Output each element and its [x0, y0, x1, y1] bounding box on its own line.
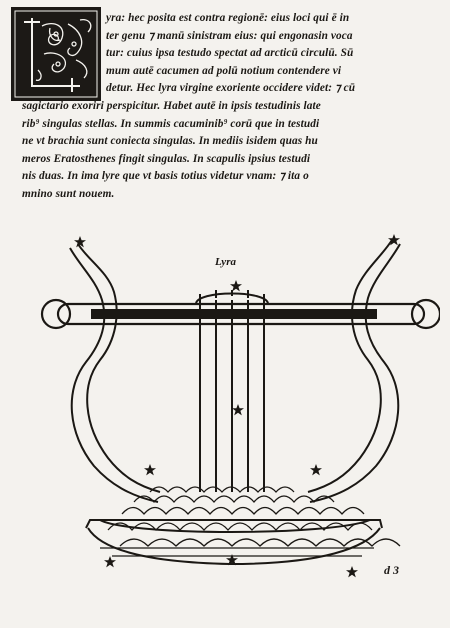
body-text: [22, 10, 442, 204]
figure-label: Lyra: [215, 256, 236, 268]
text-line: rib⁹ singulas stellas. In summis cacuminib⁹ corū que in testudi: [22, 117, 320, 130]
text-line: nis duas. In ima lyre que vt basis totius videtur vnam: ⁊ ita o: [22, 170, 309, 183]
text-line: ne vt brachia sunt coniecta singulas. In mediis isidem quas hu: [22, 135, 318, 148]
text-line: sagictario exoriri perspicitur. Habet autē in ipsis testudinis late: [22, 99, 321, 112]
lyre-illustration: [30, 230, 440, 610]
text-line: tur: cuius ipsa testudo spectat ad arcticū circulū. Sū: [106, 47, 354, 60]
text-line: mnino sunt nouem.: [22, 187, 115, 200]
text-line: mum autē cacumen ad polū notium contendere vi: [106, 64, 342, 77]
text-line: ter genu ⁊ manū sinistram eius: qui engonasin voca: [106, 29, 353, 42]
text-line: detur. Hec lyra virgine exoriente occidere videt: ⁊ cū: [106, 82, 356, 95]
signature-mark: d 3: [384, 563, 399, 577]
text-line: yra: hec posita est contra regionē: eius loci qui ē in: [106, 12, 350, 24]
text-line: meros Eratosthenes fingit singulas. In scapulis ipsius testudi: [22, 152, 311, 165]
